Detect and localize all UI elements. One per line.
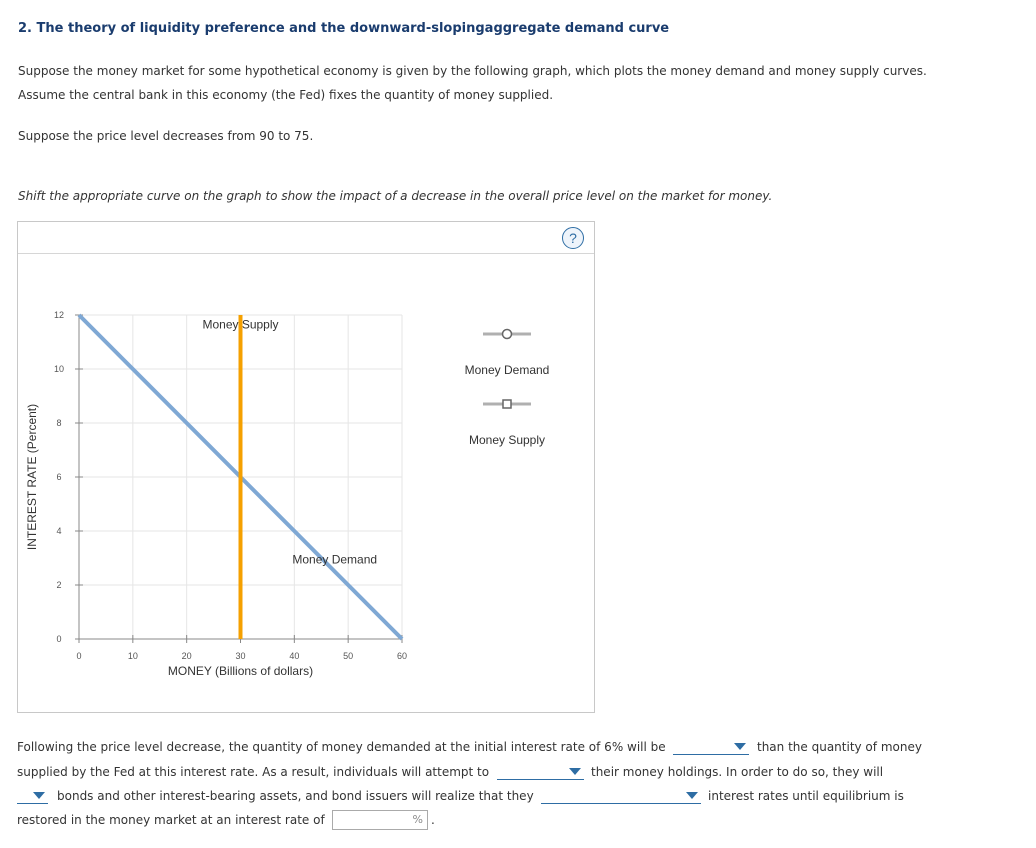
y-tick-label: 0 [56, 634, 62, 644]
circle-marker-icon[interactable] [503, 330, 512, 339]
x-tick-label: 10 [127, 651, 138, 661]
chevron-down-icon [33, 792, 45, 799]
instruction-text: Shift the appropriate curve on the graph to show the impact of a decrease in the overall price level on the market for money. [18, 189, 773, 203]
intro-text [18, 59, 927, 107]
y-tick-label: 6 [56, 472, 62, 482]
q-line-3-part-2: interest rates until equilibrium is [708, 789, 904, 803]
x-tick-label: 20 [181, 651, 192, 661]
chevron-down-icon [734, 743, 746, 750]
dropdown-money-holdings[interactable] [497, 765, 584, 780]
money-demand-label: Money Demand [292, 552, 378, 567]
y-tick-label: 8 [56, 418, 62, 428]
intro-line-2: Assume the central bank in this economy (the Fed) fixes the quantity of money supplied. [18, 88, 554, 102]
q-line-1-part-1: Following the price level decrease, the quantity of money demanded at the initial interest rate of 6% will be [17, 740, 666, 754]
x-tick-label: 50 [343, 651, 354, 661]
square-marker-icon[interactable] [503, 400, 511, 408]
q-line-1-part-2: than the quantity of money [757, 740, 922, 754]
x-tick-label: 60 [396, 651, 408, 661]
q-line-2-part-2: their money holdings. In order to do so, they will [591, 765, 884, 779]
dropdown-interest-rate-direction[interactable] [541, 789, 701, 804]
intro-line-1: Suppose the money market for some hypothetical economy is given by the following graph, which plots the money demand and money supply curves. [18, 64, 927, 78]
legend-money-supply: Money Supply [468, 433, 546, 447]
y-tick-label: 4 [56, 526, 62, 536]
help-button[interactable]: ? [562, 227, 584, 249]
x-tick-label: 40 [289, 651, 300, 661]
graph-panel [17, 221, 595, 713]
legend-money-demand: Money Demand [464, 363, 550, 377]
chevron-down-icon [686, 792, 698, 799]
x-tick-label: 0 [76, 651, 82, 661]
percent-unit: % [412, 813, 423, 826]
question-title: 2. The theory of liquidity preference and the downward-slopingaggregate demand curve [18, 21, 670, 36]
q-line-4-part-1: restored in the money market at an interest rate of [17, 813, 325, 827]
sentence-period: . [431, 813, 435, 827]
money-market-chart[interactable] [18, 222, 594, 712]
y-tick-label: 12 [53, 310, 65, 320]
y-axis-label: INTEREST RATE (Percent) [25, 403, 39, 551]
price-change-text: Suppose the price level decreases from 90 to 75. [18, 129, 314, 143]
dropdown-bonds-action[interactable] [17, 789, 48, 804]
money-supply-label: Money Supply [202, 317, 279, 332]
chevron-down-icon [569, 768, 581, 775]
q-line-2-part-1: supplied by the Fed at this interest rate. As a result, individuals will attempt to [17, 765, 490, 779]
x-tick-label: 30 [235, 651, 246, 661]
y-tick-label: 2 [56, 580, 62, 590]
dropdown-quantity-comparison[interactable] [673, 740, 749, 755]
x-axis-label: MONEY (Billions of dollars) [167, 664, 314, 678]
y-tick-label: 10 [53, 364, 65, 374]
equilibrium-rate-input[interactable] [332, 810, 428, 830]
q-line-3-part-1: bonds and other interest-bearing assets, and bond issuers will realize that they [57, 789, 534, 803]
